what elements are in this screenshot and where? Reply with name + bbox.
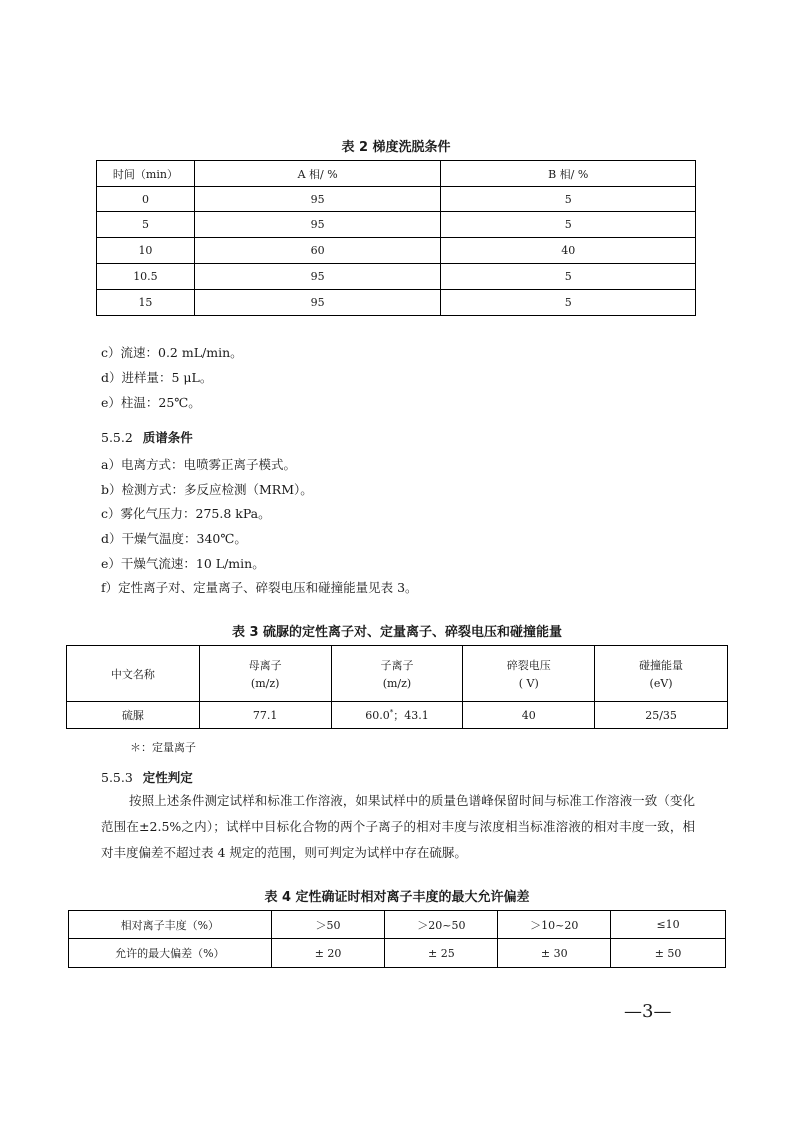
table-cell: 95 <box>194 187 441 212</box>
table-row <box>69 939 726 968</box>
table3-caption: 表 3 硫脲的定性离子对、定量离子、碎裂电压和碰撞能量 <box>231 625 563 640</box>
table-header-cell: A 相/ % <box>194 161 441 187</box>
table-header-cell <box>67 646 200 702</box>
table-cell: 允许的最大偏差（%） <box>69 939 272 968</box>
header-main: 子离子 <box>380 659 414 672</box>
ms-item: e）干燥气流速：10 L/min。 <box>101 556 265 571</box>
table-row <box>97 212 696 238</box>
table-header-cell <box>331 646 463 702</box>
table-header-cell: ＞50 <box>271 911 385 939</box>
table3-note: ＊：定量离子 <box>130 741 196 754</box>
table-cell: 5 <box>441 187 696 212</box>
table-header-row <box>97 161 696 187</box>
ms-item: b）检测方式：多反应检测（MRM）。 <box>101 482 313 497</box>
table-cell: 5 <box>441 290 696 316</box>
table4 <box>68 910 726 968</box>
ms-item: a）电离方式：电喷雾正离子模式。 <box>101 457 296 472</box>
qual-section-heading <box>101 768 193 786</box>
section-number: 5.5.2 <box>101 430 133 445</box>
ms-section-heading <box>101 428 193 446</box>
table-header-cell: ＞20~50 <box>385 911 498 939</box>
ms-item: c）雾化气压力：275.8 kPa。 <box>101 506 271 521</box>
header-unit: (m/z) <box>382 677 412 690</box>
table-cell: ± 50 <box>611 939 726 968</box>
ms-item: f）定性离子对、定量离子、碎裂电压和碰撞能量见表 3。 <box>101 580 418 595</box>
table-row <box>97 238 696 264</box>
header-main: 中文名称 <box>110 667 155 681</box>
section-title: 定性判定 <box>142 770 193 785</box>
daughter-ion-qual: ；43.1 <box>393 709 429 722</box>
table-header-cell: ≤10 <box>611 911 726 939</box>
daughter-ion-quant: 60.0 <box>365 709 390 722</box>
header-main: 碰撞能量 <box>639 659 684 672</box>
table-cell: 10.5 <box>97 264 195 290</box>
table-header-cell <box>595 646 728 702</box>
table-cell: 60 <box>194 238 441 264</box>
header-main: 母离子 <box>248 659 282 672</box>
table-cell: 95 <box>194 212 441 238</box>
table-header-cell <box>463 646 595 702</box>
table-cell: 77.1 <box>199 702 331 729</box>
table-cell: ± 20 <box>271 939 385 968</box>
flow-rate-line: c）流速：0.2 mL/min。 <box>101 345 243 360</box>
table2-caption: 表 2 梯度洗脱条件 <box>341 140 451 155</box>
table-header-cell: B 相/ % <box>441 161 696 187</box>
table-header-cell <box>199 646 331 702</box>
table3 <box>66 645 728 729</box>
table4-caption: 表 4 定性确证时相对离子丰度的最大允许偏差 <box>264 890 530 905</box>
table-cell: 95 <box>194 290 441 316</box>
ms-item: d）干燥气温度：340℃。 <box>101 531 247 546</box>
table-row <box>97 264 696 290</box>
injection-volume-line: d）进样量：5 μL。 <box>101 370 213 385</box>
table-header-cell: ＞10~20 <box>498 911 611 939</box>
column-temp-line: e）柱温：25℃。 <box>101 395 201 410</box>
table-row <box>67 702 728 729</box>
table-header-row <box>69 911 726 939</box>
table2 <box>96 160 696 316</box>
header-unit: ( V) <box>518 677 539 690</box>
table-cell <box>331 702 463 729</box>
table-header-row <box>67 646 728 702</box>
table-cell: 95 <box>194 264 441 290</box>
table-header-cell: 时间（min） <box>97 161 195 187</box>
table-cell: 10 <box>97 238 195 264</box>
table-cell: 硫脲 <box>67 702 200 729</box>
qual-paragraph: 按照上述条件测定试样和标准工作溶液，如果试样中的质量色谱峰保留时间与标准工作溶液一致（变化范围在±2.5%之内）；试样中目标化合物的两个子离子的相对丰度与浓度相当标准溶液的相对丰度一致，相对丰度偏差不超过表 4 规定的范围，则可判定为试样中存在硫脲。 <box>101 793 695 860</box>
header-unit: (m/z) <box>250 677 280 690</box>
table-header-cell: 相对离子丰度（%） <box>69 911 272 939</box>
quant-mark: * <box>389 708 394 717</box>
header-main: 碎裂电压 <box>506 659 551 672</box>
table-cell: 40 <box>463 702 595 729</box>
table-cell: 25/35 <box>595 702 728 729</box>
page-number: —3— <box>624 1001 672 1022</box>
table-cell: 5 <box>441 212 696 238</box>
section-number: 5.5.3 <box>101 770 133 785</box>
table-cell: 5 <box>97 212 195 238</box>
header-unit: (eV) <box>649 677 673 690</box>
table-cell: 5 <box>441 264 696 290</box>
table-cell: 40 <box>441 238 696 264</box>
table-cell: ± 25 <box>385 939 498 968</box>
table-row <box>97 290 696 316</box>
table-cell: ± 30 <box>498 939 611 968</box>
table-cell: 0 <box>97 187 195 212</box>
section-title: 质谱条件 <box>142 430 193 445</box>
table-row <box>97 187 696 212</box>
table-cell: 15 <box>97 290 195 316</box>
